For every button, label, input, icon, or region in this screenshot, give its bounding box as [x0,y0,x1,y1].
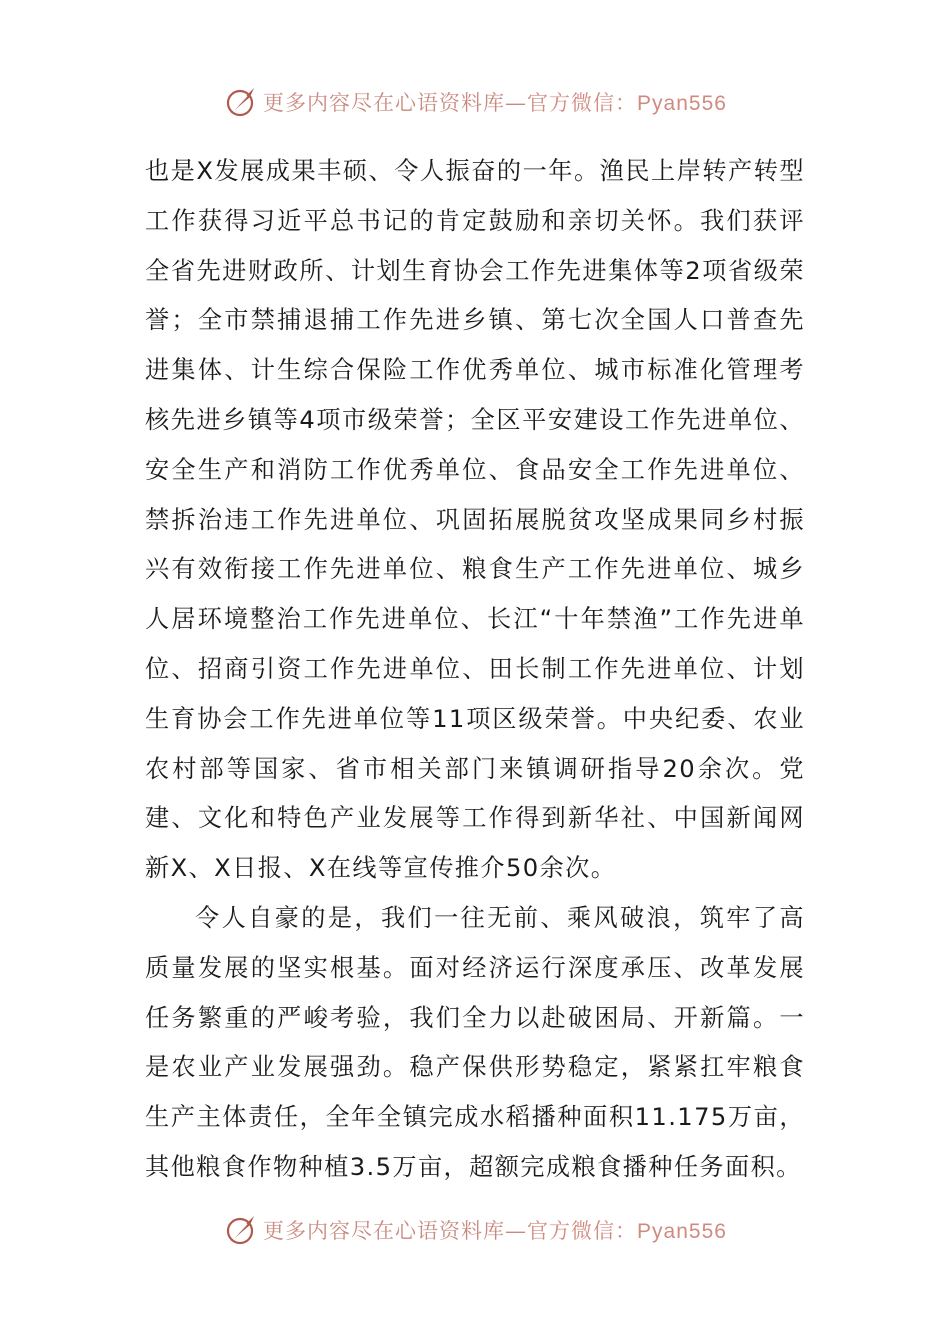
watermark-prefix: 更多内容尽在心语资料库 [263,91,506,115]
paragraph-2: 令人自豪的是，我们一往无前、乘风破浪，筑牢了高质量发展的坚实根基。面对经济运行深度承压、改革发展任务繁重的严峻考验，我们全力以赴破困局、开新篇。一是农业产业发展强劲。稳产保供形势稳定，紧紧扛牢粮食生产主体责任，全年全镇完成水稻播种面积11.175万亩，其他粮食作物种植3.5万亩，超额完成粮食播种任务面积。 [145,903,805,1181]
watermark-prefix: 更多内容尽在心语资料库 [263,1219,506,1243]
watermark-separator: — [505,91,528,115]
watermark-text [263,87,727,117]
quill-logo-icon [223,1212,259,1248]
footer-watermark-banner [0,1210,950,1250]
quill-logo-icon [223,84,259,120]
watermark-separator: — [505,1219,528,1243]
header-watermark-banner [0,82,950,122]
document-body [145,147,805,1193]
watermark-wechat: 官方微信：Pyan556 [527,92,727,115]
watermark-text [263,1215,727,1245]
paragraph-1: 也是X发展成果丰硕、令人振奋的一年。渔民上岸转产转型工作获得习近平总书记的肯定鼓励和亲切关怀。我们获评全省先进财政所、计划生育协会工作先进集体等2项省级荣誉；全市禁捕退捕工作先进乡镇、第七次全国人口普查先进集体、计生综合保险工作优秀单位、城市标准化管理考核先进乡镇等4项市级荣誉；全区平安建设工作先进单位、安全生产和消防工作优秀单位、食品安全工作先进单位、禁拆治违工作先进单位、巩固拓展脱贫攻坚成果同乡村振兴有效衔接工作先进单位、粮食生产工作先进单位、城乡人居环境整治工作先进单位、长江“十年禁渔”工作先进单位、招商引资工作先进单位、田长制工作先进单位、计划生育协会工作先进单位等11项区级荣誉。中央纪委、农业农村部等国家、省市相关部门来镇调研指导20余次。党建、文化和特色产业发展等工作得到新华社、中国新闻网新X、X日报、X在线等宣传推介50余次。 [145,157,805,883]
watermark-wechat: 官方微信：Pyan556 [527,1220,727,1243]
